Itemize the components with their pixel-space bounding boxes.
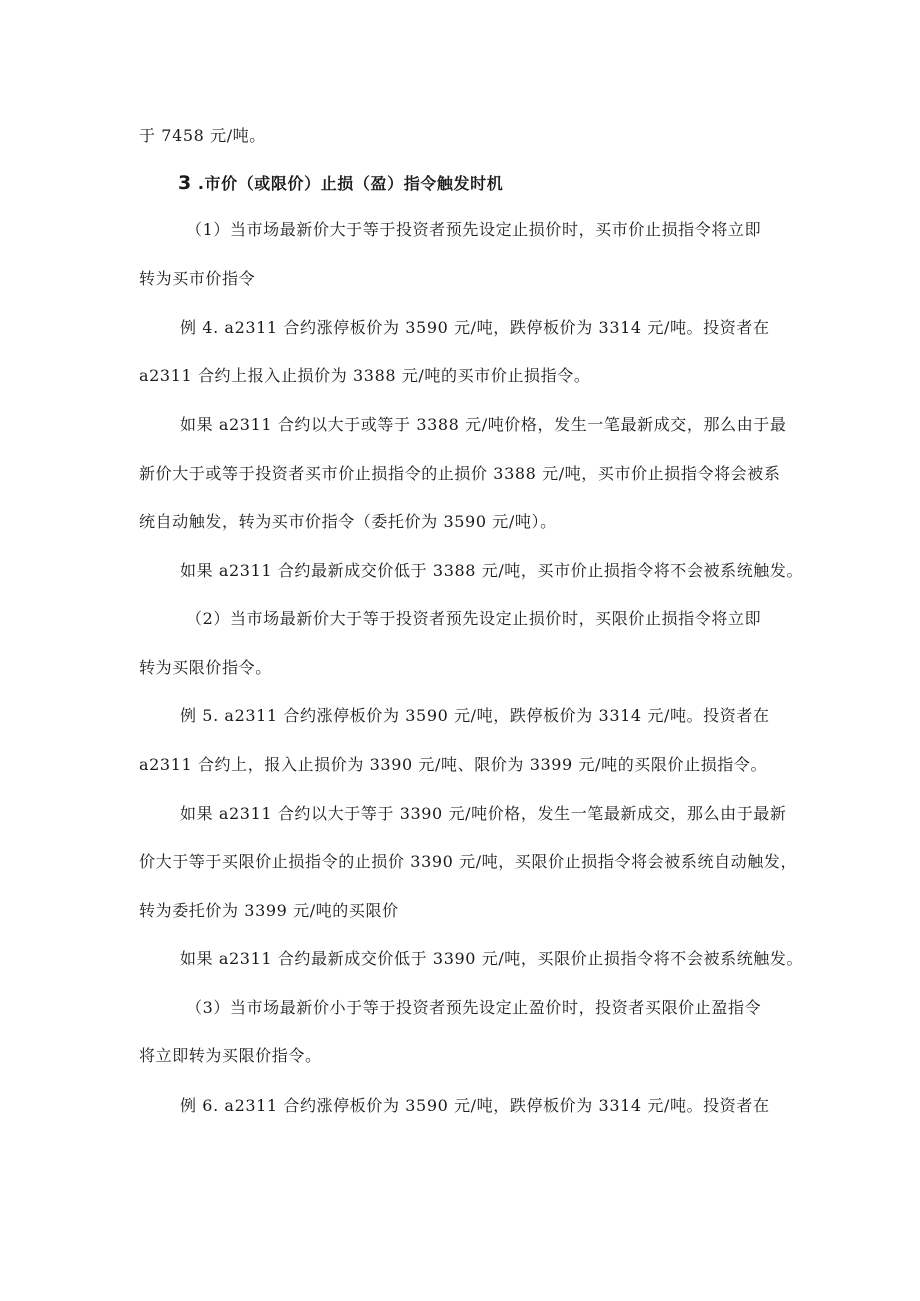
paragraph-line: 转为买市价指令 [139, 269, 256, 288]
section-heading [178, 172, 503, 195]
paragraph-line: 例 4. a2311 合约涨停板价为 3590 元/吨，跌停板价为 3314 元/吨。投资者在 [180, 318, 770, 337]
paragraph-line: 新价大于或等于投资者买市价止损指令的止损价 3388 元/吨，买市价止损指令将会被系 [139, 464, 781, 483]
paragraph-line: （1）当市场最新价大于等于投资者预先设定止损价时，买市价止损指令将立即 [186, 220, 762, 239]
paragraph-line: 统自动触发，转为买市价指令（委托价为 3590 元/吨）。 [139, 512, 557, 531]
paragraph-line: 转为买限价指令。 [139, 658, 272, 677]
paragraph-line: 如果 a2311 合约以大于等于 3390 元/吨价格，发生一笔最新成交，那么由于最新 [180, 804, 787, 823]
paragraph-line: 如果 a2311 合约最新成交价低于 3390 元/吨，买限价止损指令将不会被系统触发。 [180, 949, 804, 968]
paragraph-line: 如果 a2311 合约以大于或等于 3388 元/吨价格，发生一笔最新成交，那么由于最 [180, 415, 787, 434]
paragraph-line: 于 7458 元/吨。 [139, 126, 266, 145]
paragraph-line: a2311 合约上报入止损价为 3388 元/吨的买市价止损指令。 [139, 366, 591, 385]
section-number: 3 [178, 172, 192, 194]
section-title: .市价（或限价）止损（盈）指令触发时机 [197, 174, 504, 193]
paragraph-line: 如果 a2311 合约最新成交价低于 3388 元/吨，买市价止损指令将不会被系统触发。 [180, 561, 804, 580]
paragraph-line: 转为委托价为 3399 元/吨的买限价 [139, 901, 399, 920]
paragraph-line: 例 6. a2311 合约涨停板价为 3590 元/吨，跌停板价为 3314 元/吨。投资者在 [180, 1096, 770, 1115]
paragraph-line: a2311 合约上，报入止损价为 3390 元/吨、限价为 3399 元/吨的买限价止损指令。 [139, 755, 768, 774]
paragraph-line: （2）当市场最新价大于等于投资者预先设定止损价时，买限价止损指令将立即 [186, 609, 762, 628]
paragraph-line: 价大于等于买限价止损指令的止损价 3390 元/吨，买限价止损指令将会被系统自动触发， [139, 852, 798, 871]
paragraph-line: 例 5. a2311 合约涨停板价为 3590 元/吨，跌停板价为 3314 元/吨。投资者在 [180, 706, 770, 725]
paragraph-line: （3）当市场最新价小于等于投资者预先设定止盈价时，投资者买限价止盈指令 [186, 998, 762, 1017]
paragraph-line: 将立即转为买限价指令。 [139, 1046, 322, 1065]
